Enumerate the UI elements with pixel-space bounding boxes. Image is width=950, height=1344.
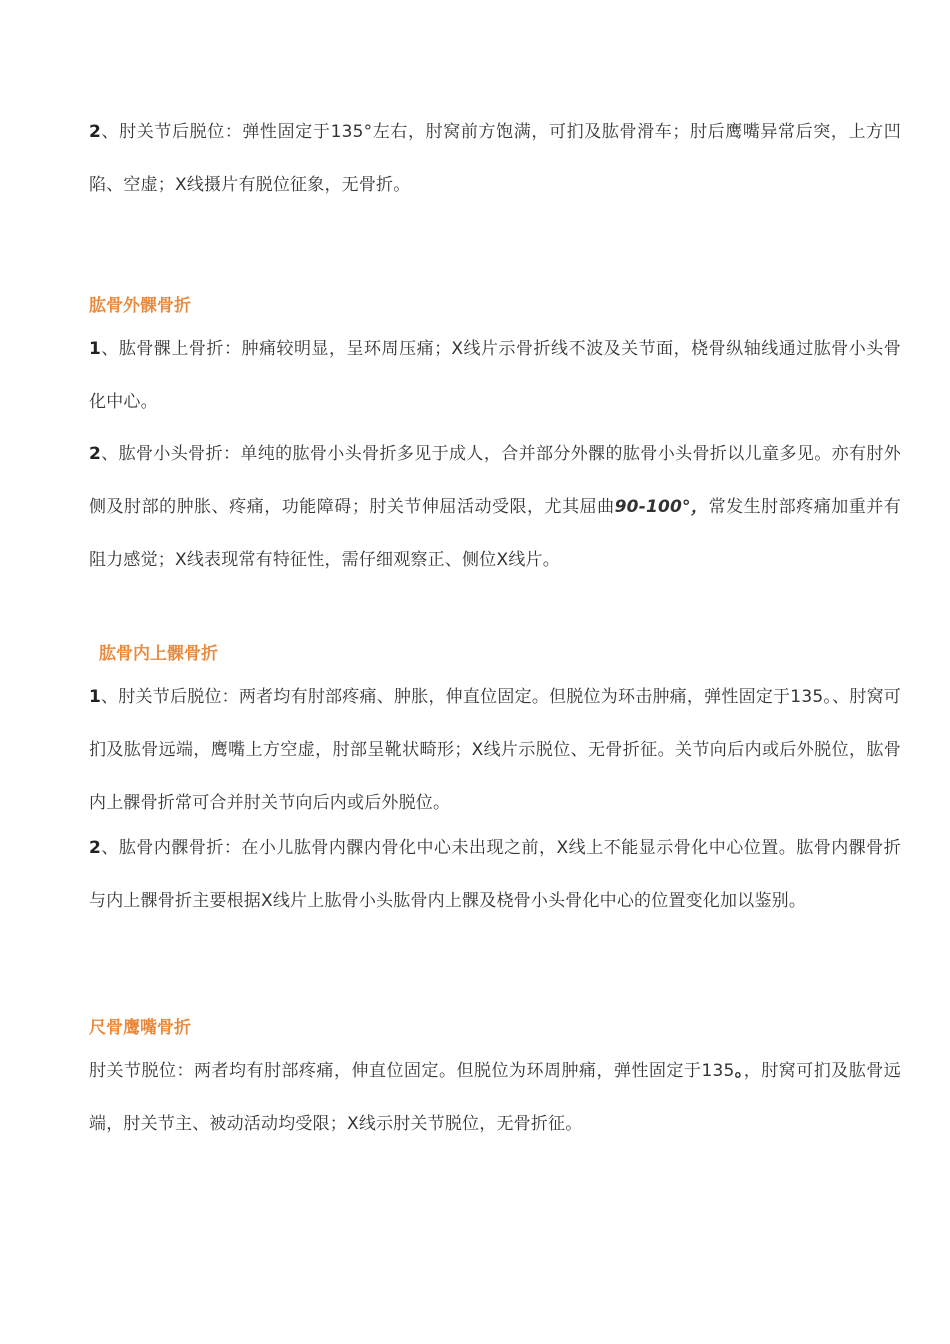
text-segment: 。、肘窝可扪及肱骨远端，鹰嘴上方空虚，肘部呈靴状畸形； [89,687,902,760]
paragraph-elbow-dislocation [89,106,901,212]
text-x: X [471,740,484,760]
text-segment: 线表现常有特征性，需仔细观察正、侧位 [186,550,497,570]
section-heading-lateral-condyle: 肱骨外髁骨折 [89,296,191,316]
item-number: 2 [89,838,102,858]
item-number: 2 [89,122,102,142]
text-segment: 线示肘关节脱位，无骨折征。 [358,1114,583,1134]
text-degree: 135° [330,122,373,142]
text-x: X [347,1114,359,1134]
text-segment: 肘关节脱位：两者均有肘部疼痛，伸直位固定。但脱位为环周肿痛，弹性固定于 [89,1061,702,1081]
text-segment: 线上不能显示骨化中心位置。肱骨内髁骨折与内上髁骨折主要根据 [89,838,901,911]
text-segment: 线片示骨折线不波及关节面，桡骨纵轴线通过肱骨小头骨化中心。 [89,339,902,412]
text-x: X [261,891,273,911]
text-x: X [175,550,187,570]
text-x: X [175,175,187,195]
text-segment: 、肘关节后脱位：弹性固定于 [101,122,331,142]
text-segment: 线片示脱位、无骨折征。关节向后内或后外脱位，肱骨内上髁骨折常可合并肘关节向后内或后外脱位。 [89,740,901,813]
text-segment: ，肘窝可扪及肱骨远端，肘关节主、被动活动均受限； [89,1061,901,1134]
section-heading-medial-epicondyle: 肱骨内上髁骨折 [99,644,218,664]
text-x: X [451,339,464,359]
text-x: X [556,838,569,858]
item-number: 1 [89,339,102,359]
section-heading-olecranon: 尺骨鹰嘴骨折 [89,1018,191,1038]
paragraph-medial-condyle-fracture [89,822,901,928]
item-number: 2 [89,444,102,464]
text-segment: 、肘关节后脱位：两者均有肘部疼痛、肿胀，伸直位固定。但脱位为环击肿痛，弹性固定于 [101,687,791,707]
text-segment: 线片。 [508,550,560,570]
text-angle-range: 90-100°， [614,497,709,517]
paragraph-capitulum-fracture [89,428,901,587]
text-segment: 常发生肘部疼痛加重并有阻力感觉； [89,497,902,570]
paragraph-supracondylar-fracture [89,323,901,429]
text-dot: 。 [734,1061,744,1081]
text-segment: 线摄片有脱位征象，无骨折。 [186,175,411,195]
text-x: X [496,550,509,570]
text-segment: 左右，肘窝前方饱满，可扪及肱骨滑车；肘后鹰嘴异常后突，上方凹陷、空虚； [89,122,901,195]
item-number: 1 [89,687,102,707]
text-segment: 、肱骨小头骨折：单纯的肱骨小头骨折多见于成人，合并部分外髁的肱骨小头骨折以儿童多见。亦有肘外侧及肘部的肿胀、疼痛，功能障碍；肘关节伸屈活动受限，尤其屈曲 [89,444,901,517]
text-segment: 线片上肱骨小头肱骨内上髁及桡骨小头骨化中心的位置变化加以鉴别。 [272,891,807,911]
text-segment: 、肱骨内髁骨折：在小儿肱骨内髁内骨化中心未出现之前， [101,838,557,858]
text-value: 135 [701,1061,735,1081]
paragraph-elbow-dislocation-olecranon [89,1045,901,1151]
paragraph-posterior-dislocation [89,671,901,830]
text-segment: 、肱骨髁上骨折：肿痛较明显，呈环周压痛； [101,339,452,359]
text-value: 135 [790,687,824,707]
